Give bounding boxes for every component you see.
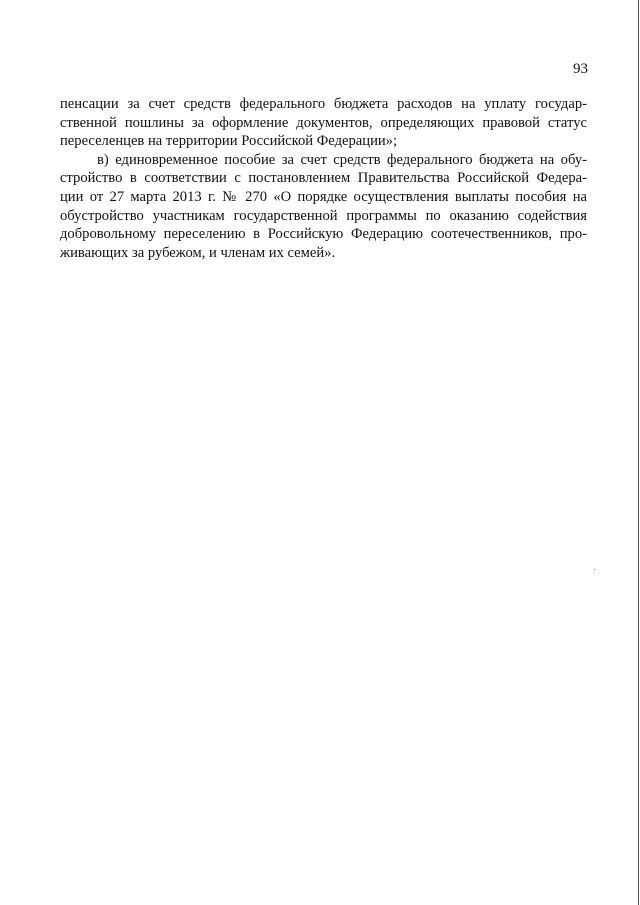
paragraph-2	[60, 151, 587, 263]
text-line: стройство в соответствии с постановлением Правительства Российской Федера-	[60, 170, 587, 187]
scan-edge-line	[638, 0, 639, 905]
text-line: ции от 27 марта 2013 г. № 270 «О порядке осуществления выплаты пособия на	[60, 188, 587, 205]
page-number: 93	[573, 61, 588, 77]
scan-speck	[594, 569, 595, 570]
text-line: живающих за рубежом, и членам их семей».	[60, 244, 336, 261]
text-line: переселенцев на территории Российской Федерации»;	[60, 133, 398, 150]
text-line: в) единовременное пособие за счет средств федерального бюджета на обу-	[97, 151, 587, 168]
text-line: добровольному переселению в Российскую Федерацию соотечественников, про-	[60, 226, 587, 243]
paragraph-1	[60, 95, 587, 151]
text-line: обустройство участникам государственной программы по оказанию содействия	[60, 207, 587, 224]
text-line: ственной пошлины за оформление документов, определяющих правовой статус	[60, 114, 587, 131]
text-line: пенсации за счет средств федерального бюджета расходов на уплату государ-	[60, 96, 587, 112]
body-text	[60, 95, 587, 262]
